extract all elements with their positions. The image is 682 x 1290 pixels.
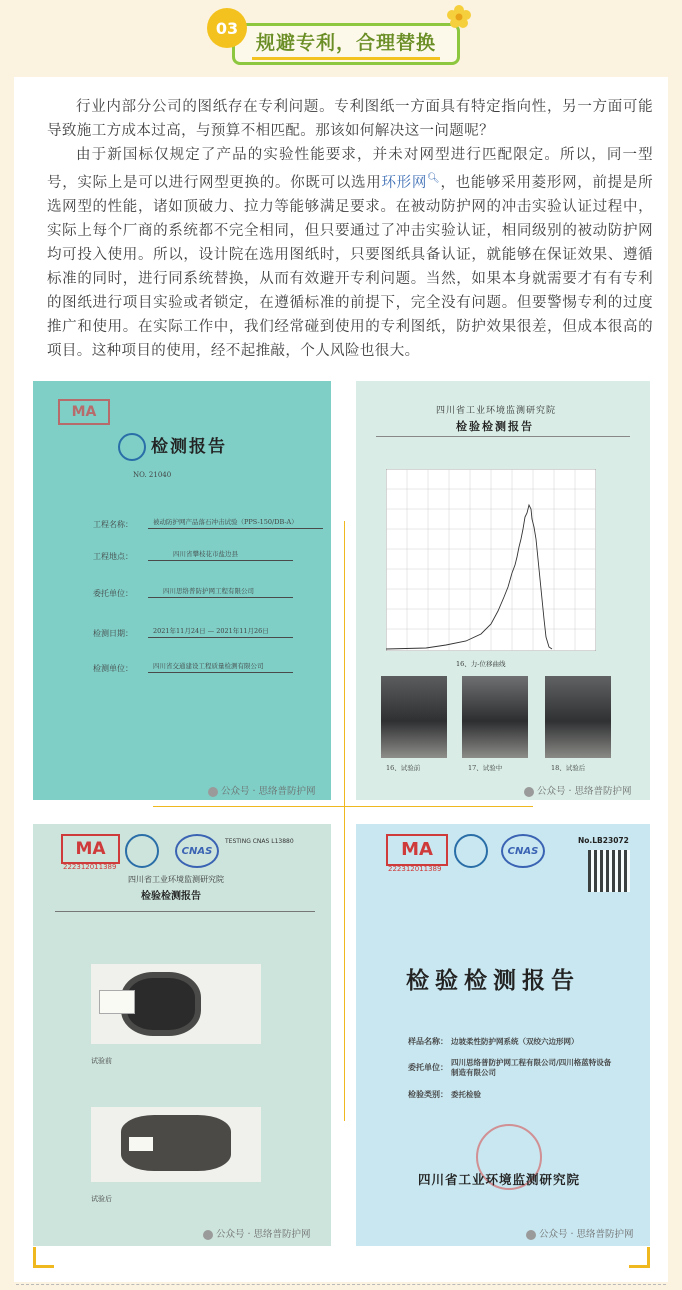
test-photo-during	[462, 676, 528, 758]
doc1-row-label: 委托单位：	[93, 589, 133, 598]
doc2-org: 四川省工业环境监测研究院	[436, 406, 557, 416]
doc4-watermark: 公众号 · 思络普防护网	[526, 1226, 634, 1240]
doc4-row-label: 委托单位：	[408, 1062, 448, 1072]
doc1-row-value: 2021年11月24日 — 2021年11月26日	[153, 627, 269, 635]
doc2-title: 检验检测报告	[456, 420, 534, 433]
doc1-row-label: 检测日期：	[93, 629, 133, 638]
doc1-row-value: 四川省交通建设工程质量检测有限公司	[153, 662, 264, 670]
section-header	[0, 0, 682, 75]
test-photo-after	[545, 676, 611, 758]
cnas-logo: CNAS	[175, 834, 219, 868]
report-image-4[interactable]	[356, 824, 650, 1246]
divider-vertical	[344, 521, 345, 1121]
doc1-row-value: 四川思络普防护网工程有限公司	[163, 587, 254, 595]
doc4-row-label: 样品名称：	[408, 1036, 448, 1046]
section-title: 规避专利，合理替换	[252, 29, 440, 60]
doc4-row-label: 检验类别：	[408, 1089, 448, 1099]
cma-logo: MA	[386, 834, 448, 866]
qr-code[interactable]	[588, 850, 630, 892]
force-displacement-chart	[386, 469, 596, 651]
bottom-divider	[16, 1284, 666, 1285]
cnas-subtext: TESTING CNAS L13880	[225, 838, 294, 845]
ma-code: 222312011389	[388, 865, 442, 873]
doc4-row-value: 边坡柔性防护网系统（双绞六边形网）	[451, 1037, 579, 1046]
section-number-badge: 03	[207, 8, 247, 48]
doc1-row-label: 工程名称：	[93, 520, 133, 529]
cma-logo: MA	[61, 834, 120, 864]
doc1-row-label: 检测单位：	[93, 664, 133, 673]
cma-logo: MA	[58, 399, 110, 425]
doc2-chart-caption: 16、力-位移曲线	[456, 660, 506, 668]
ma-code: 222312011389	[63, 863, 117, 871]
sample-photo-before	[91, 964, 261, 1044]
doc2-watermark: 公众号 · 思络普防护网	[524, 783, 632, 797]
ilac-globe-icon	[125, 834, 159, 868]
doc3-org: 四川省工业环境监测研究院	[128, 875, 224, 884]
photo-caption: 17、试验中	[468, 764, 503, 772]
article-text	[47, 95, 653, 363]
photo-caption: 18、试验后	[551, 764, 586, 772]
sample-caption: 试验前	[91, 1057, 112, 1065]
photo-caption: 16、试验前	[386, 764, 421, 772]
doc3-title: 检验检测报告	[141, 891, 201, 902]
doc1-report-no: 21040	[148, 471, 172, 479]
paragraph-2: 由于新国标仅规定了产品的实验性能要求，并未对网型进行匹配限定。所以，同一型号，实际上是可以进行网型更换的。你既可以选用环形网🔍︎，也能够采用菱形网，前提是所选网型的性能，诸如顶破力、拉力等能够满足要求。在被动防护网的冲击实验认证过程中，实际上每个厂商的系统都不完全相同，但只要通过了冲击实验认证，相同级别的被动防护网均可投入使用。所以，设计院在选用图纸时，只要图纸具备认证，就能够在保证效果、遵循标准的同时，进行同系统替换，从而有效避开专利问题。当然，如果本身就需要才有有专利的图纸进行项目实验或者锁定，在遵循标准的前提下，完全没有问题。但要警惕专利的过度推广和使用。在实际工作中，我们经常碰到使用的专利图纸，防护效果很差，但成本很高的项目。这种项目的使用，经不起推敲，个人风险也很大。	[47, 147, 653, 359]
frame-corner	[33, 1247, 54, 1268]
doc4-row-value: 委托检验	[451, 1090, 481, 1099]
sample-photo-after	[91, 1107, 261, 1182]
doc1-row-value: 四川省攀枝花市盐边县	[173, 550, 238, 558]
emblem-icon	[118, 433, 146, 461]
report-image-2[interactable]	[356, 381, 650, 800]
frame-corner	[629, 1247, 650, 1268]
report-image-1[interactable]: MA 检测报告 NO. 21040 工程名称： 被动防护网产品落石冲击试验（PPS-150/DB-A） 工程地点： 四川省攀枝花市盐边县 委托单位： 四川思络普防护网工程有限公司 检测日期： 2021年11月24日 — 2021年11月26日 检测单位： 四川省交通建设工程质量检测有限公司 公众号 · 思络普防护网	[33, 381, 331, 800]
paragraph-1: 行业内部分公司的图纸存在专利问题。专利图纸一方面具有特定指向性，另一方面可能导致施工方成本过高，与预算不相匹配。那该如何解决这一问题呢？	[47, 99, 653, 139]
divider-horizontal	[153, 806, 533, 807]
doc1-title: 检测报告	[151, 437, 227, 457]
doc1-watermark: 公众号 · 思络普防护网	[208, 783, 316, 797]
doc4-row-value: 四川思络普防护网工程有限公司/四川格蓝特设备制造有限公司	[451, 1058, 612, 1077]
cnas-logo: CNAS	[501, 834, 545, 868]
doc1-row-value: 被动防护网产品落石冲击试验（PPS-150/DB-A）	[153, 518, 298, 526]
section-title-box	[232, 23, 460, 65]
doc1-row-label: 工程地点：	[93, 552, 133, 561]
doc4-report-no: No.LB23072	[578, 836, 629, 845]
sample-caption: 试验后	[91, 1195, 112, 1203]
report-image-3[interactable]	[33, 824, 331, 1246]
ring-net-link[interactable]: 环形网	[381, 174, 428, 191]
doc3-watermark: 公众号 · 思络普防护网	[203, 1226, 311, 1240]
test-photo-before	[381, 676, 447, 758]
ilac-globe-icon	[454, 834, 488, 868]
flower-icon	[446, 4, 472, 30]
search-icon[interactable]: 🔍︎	[427, 173, 441, 184]
doc4-org: 四川省工业环境监测研究院	[418, 1172, 581, 1187]
doc4-title: 检验检测报告	[406, 967, 580, 994]
